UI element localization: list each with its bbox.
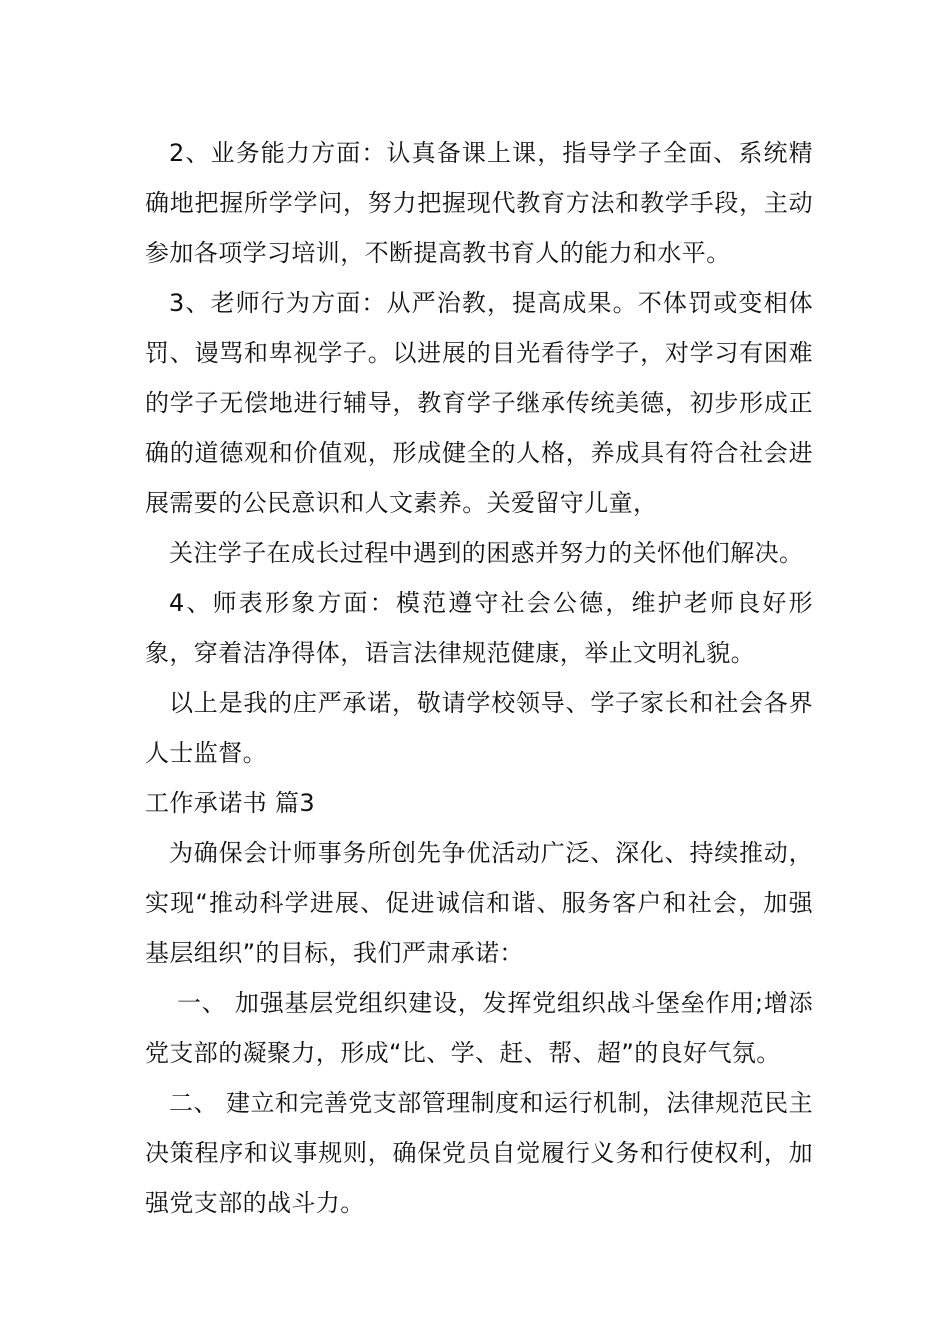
paragraph-teacher-conduct: 3、老师行为方面：从严治教，提高成果。不体罚或变相体罚、谩骂和卑视学子。以进展的目光看待学子，对学习有困难的学子无偿地进行辅导，教育学子继承传统美德，初步形成正确的道德观和价值观，形成健全的人格，养成具有符合社会进展需要的公民意识和人文素养。关爱留守儿童， [145,289,813,517]
paragraph-accounting-intro: 为确保会计师事务所创先争优活动广泛、深化、持续推动，实现“推动科学进展、促进诚信和谐、服务客户和社会，加强基层组织”的目标，我们严肃承诺： [145,839,813,967]
section-heading: 工作承诺书 篇3 [145,789,316,817]
paragraph-student-care: 关注学子在成长过程中遇到的困惑并努力的关怀他们解决。 [169,539,804,567]
paragraph-item-two: 二、 建立和完善党支部管理制度和运行机制，法律规范民主决策程序和议事规则，确保党员自觉履行义务和行使权利，加强党支部的战斗力。 [145,1089,813,1217]
document-page [145,128,813,1228]
paragraph-teacher-image: 4、师表形象方面：模范遵守社会公德，维护老师良好形象，穿着洁净得体，语言法律规范健康，举止文明礼貌。 [145,589,813,667]
paragraph-business-ability: 2、业务能力方面：认真备课上课，指导学子全面、系统精确地把握所学学问，努力把握现代教育方法和教学手段，主动参加各项学习培训，不断提高教书育人的能力和水平。 [145,139,813,267]
paragraph-pledge-closing: 以上是我的庄严承诺，敬请学校领导、学子家长和社会各界人士监督。 [145,689,813,767]
paragraph-item-one: 一、 加强基层党组织建设，发挥党组织战斗堡垒作用;增添党支部的凝聚力，形成“比、学、赶、帮、超”的良好气氛。 [145,989,813,1067]
